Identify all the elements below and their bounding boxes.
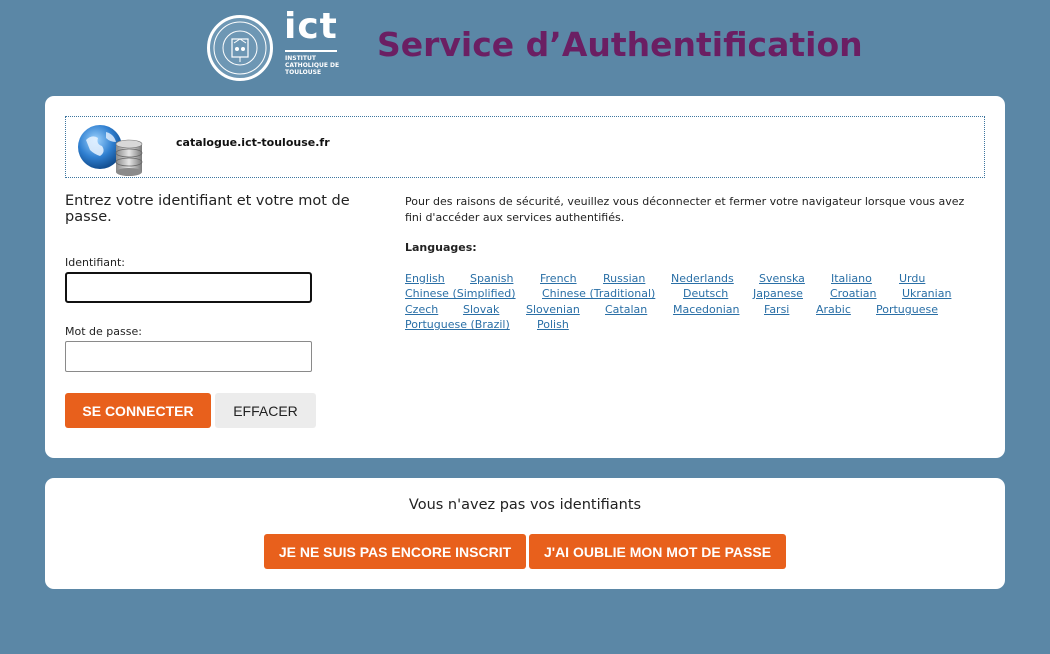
language-link-slovenian[interactable]: Slovenian bbox=[526, 303, 580, 316]
language-link-farsi[interactable]: Farsi bbox=[764, 303, 790, 316]
logo-divider bbox=[285, 50, 337, 52]
language-link-chinese-traditional[interactable]: Chinese (Traditional) bbox=[542, 287, 656, 300]
language-link-slovak[interactable]: Slovak bbox=[463, 303, 500, 316]
missing-credentials-card bbox=[45, 478, 1005, 589]
language-link-japanese[interactable]: Japanese bbox=[753, 287, 803, 300]
languages-title: Languages: bbox=[405, 241, 477, 254]
missing-credentials-title: Vous n'avez pas vos identifiants bbox=[408, 497, 642, 513]
page-title: Service d’Authentification bbox=[377, 25, 863, 64]
password-label: Mot de passe: bbox=[65, 325, 142, 338]
language-link-croatian[interactable]: Croatian bbox=[830, 287, 877, 300]
language-link-arabic[interactable]: Arabic bbox=[816, 303, 851, 316]
password-input[interactable] bbox=[65, 341, 312, 372]
service-banner bbox=[65, 116, 985, 178]
connect-button[interactable]: SE CONNECTER bbox=[65, 393, 211, 428]
language-link-polish[interactable]: Polish bbox=[537, 318, 569, 331]
logo-ict-text: ict bbox=[284, 6, 338, 47]
language-link-nederlands[interactable]: Nederlands bbox=[671, 272, 734, 285]
username-input[interactable] bbox=[65, 272, 312, 303]
language-link-czech[interactable]: Czech bbox=[405, 303, 439, 316]
language-link-catalan[interactable]: Catalan bbox=[605, 303, 648, 316]
clear-button[interactable]: EFFACER bbox=[215, 393, 316, 428]
login-prompt: Entrez votre identifiant et votre mot de passe. bbox=[65, 193, 350, 225]
language-link-english[interactable]: English bbox=[405, 272, 445, 285]
university-seal-logo bbox=[207, 15, 273, 81]
security-notice: Pour des raisons de sécurité, veuillez vous déconnecter et fermer votre navigateur lorsque vous avez fini d'accéder aux services authentifiés. bbox=[405, 195, 965, 224]
language-link-russian[interactable]: Russian bbox=[603, 272, 646, 285]
header bbox=[0, 0, 1050, 96]
language-link-chinese-simplified[interactable]: Chinese (Simplified) bbox=[405, 287, 516, 300]
login-card bbox=[45, 96, 1005, 458]
language-link-macedonian[interactable]: Macedonian bbox=[673, 303, 740, 316]
logo-subtitle: INSTITUT CATHOLIQUE DE TOULOUSE bbox=[285, 55, 340, 76]
language-link-portuguese[interactable]: Portuguese bbox=[876, 303, 938, 316]
forgot-password-button[interactable]: J'AI OUBLIE MON MOT DE PASSE bbox=[529, 534, 786, 569]
language-link-portuguese-brazil[interactable]: Portuguese (Brazil) bbox=[405, 318, 510, 331]
language-link-spanish[interactable]: Spanish bbox=[470, 272, 514, 285]
username-label: Identifiant: bbox=[65, 256, 125, 269]
register-button[interactable]: JE NE SUIS PAS ENCORE INSCRIT bbox=[264, 534, 526, 569]
language-link-svenska[interactable]: Svenska bbox=[759, 272, 805, 285]
language-link-urdu[interactable]: Urdu bbox=[899, 272, 926, 285]
language-link-french[interactable]: French bbox=[540, 272, 577, 285]
language-link-italiano[interactable]: Italiano bbox=[831, 272, 872, 285]
language-link-deutsch[interactable]: Deutsch bbox=[683, 287, 729, 300]
service-name: catalogue.ict-toulouse.fr bbox=[176, 136, 330, 149]
globe-database-icon bbox=[76, 122, 148, 176]
language-link-ukranian[interactable]: Ukranian bbox=[902, 287, 952, 300]
